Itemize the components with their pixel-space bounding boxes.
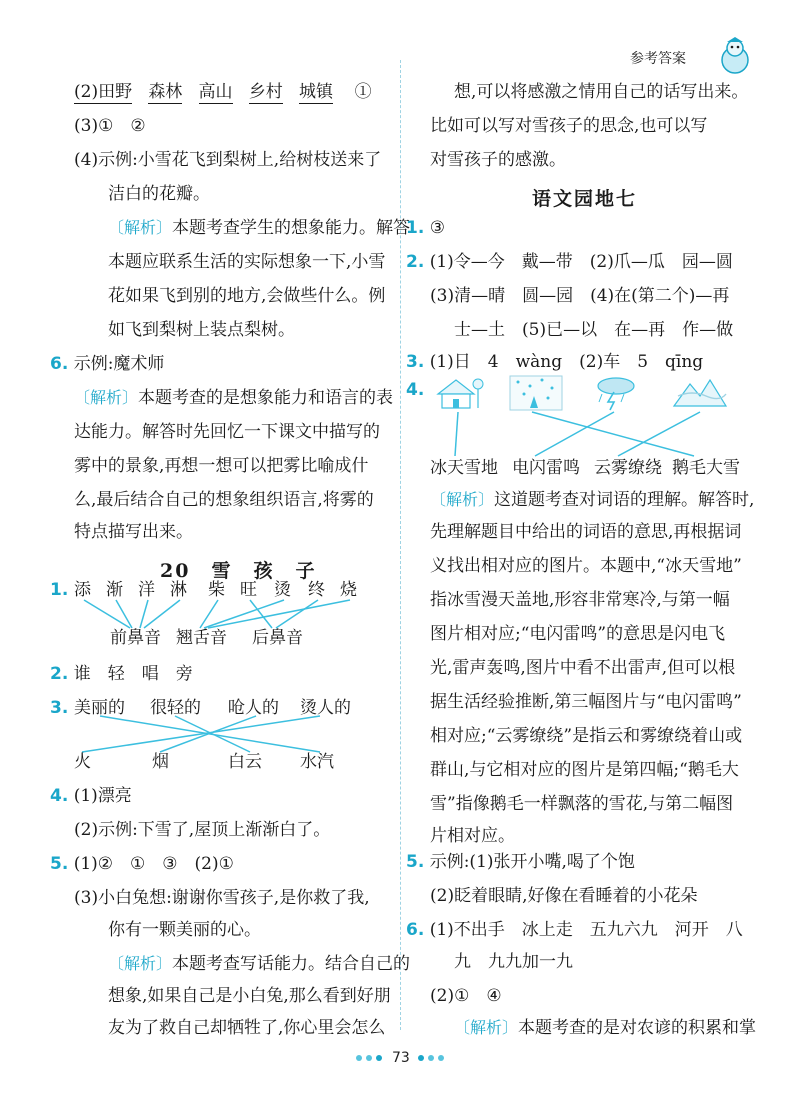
footer-dot bbox=[376, 1055, 382, 1061]
left-line-8: 如飞到梨树上装点梨树。 bbox=[108, 320, 295, 340]
right-q6a: 6. (1)不出手 冰上走 五九六九 河开 八 bbox=[406, 920, 743, 940]
right-line-1: 想,可以将感激之情用自己的话写出来。 bbox=[454, 82, 749, 102]
left-analysis-2: 〔解析〕本题考查的是想象能力和语言的表 bbox=[74, 388, 394, 408]
left-q4b: (2)示例:下雪了,屋顶上渐渐白了。 bbox=[74, 820, 331, 840]
footer-dot bbox=[356, 1055, 362, 1061]
right-q2a: 2. (1)令—今 戴—带 (2)爪—瓜 园—圆 bbox=[406, 252, 733, 272]
q1-char: 柴 bbox=[208, 580, 225, 600]
right-q5a: 5. 示例:(1)张开小嘴,喝了个饱 bbox=[406, 852, 635, 872]
right-line-2: 比如可以写对雪孩子的思念,也可以写 bbox=[430, 116, 708, 136]
right-line-11: 相对应;“云雾缭绕”是指云和雾缭绕着山或 bbox=[430, 726, 743, 746]
header-label: 参考答案 bbox=[630, 51, 686, 67]
right-line-7: 指冰雪漫天盖地,形容非常寒冷,与第一幅 bbox=[430, 590, 730, 610]
right-line-3: 对雪孩子的感激。 bbox=[430, 150, 566, 170]
snow-house-picture bbox=[432, 374, 488, 412]
q1-group: 翘舌音 bbox=[176, 628, 227, 648]
left-q5c: 你有一颗美丽的心。 bbox=[108, 920, 261, 940]
misty-mountain-picture bbox=[672, 374, 728, 412]
right-q6b: 九 九九加一九 bbox=[454, 952, 573, 972]
q1-char: 烧 bbox=[340, 580, 357, 600]
right-q6c: (2)① ④ bbox=[430, 986, 502, 1006]
q3-top-item: 美丽的 bbox=[74, 698, 125, 718]
footer-dot bbox=[366, 1055, 372, 1061]
q3-bottom-item: 水汽 bbox=[300, 752, 334, 772]
q4-word: 冰天雪地 bbox=[430, 458, 498, 478]
footer-dot bbox=[418, 1055, 424, 1061]
left-analysis-3: 〔解析〕本题考查写话能力。结合自己的 bbox=[108, 954, 411, 974]
q3-top-item: 呛人的 bbox=[228, 698, 279, 718]
q3-bottom-item: 白云 bbox=[228, 752, 262, 772]
q4-word: 电闪雷鸣 bbox=[512, 458, 580, 478]
left-q4a: 4. (1)漂亮 bbox=[50, 786, 132, 806]
left-line-7: 花如果飞到别的地方,会做些什么。例 bbox=[108, 286, 386, 306]
q1-group: 后鼻音 bbox=[252, 628, 303, 648]
left-q5b: (3)小白兔想:谢谢你雪孩子,是你救了我, bbox=[74, 888, 370, 908]
left-line-4: 洁白的花瓣。 bbox=[108, 184, 210, 204]
right-line-10: 据生活经验推断,第三幅图片与“电闪雷鸣” bbox=[430, 692, 742, 712]
right-analysis-2: 〔解析〕本题考查的是对农谚的积累和掌 bbox=[454, 1018, 757, 1038]
right-q4-num: 4. bbox=[406, 380, 425, 400]
q3-bottom-item: 烟 bbox=[152, 752, 169, 772]
left-q3-num: 3. bbox=[50, 698, 69, 718]
section-7-title: 语文园地七 bbox=[532, 188, 638, 210]
page-number: 73 bbox=[392, 1050, 410, 1066]
left-line-11: 雾中的景象,再想一想可以把雾比喻成什 bbox=[74, 456, 369, 476]
left-line-13: 特点描写出来。 bbox=[74, 522, 193, 542]
q1-char: 淋 bbox=[170, 580, 187, 600]
left-line-15: 想象,如果自己是小白兔,那么看到好朋 bbox=[108, 986, 391, 1006]
q3-top-item: 烫人的 bbox=[300, 698, 351, 718]
q3-bottom-item: 火 bbox=[74, 752, 91, 772]
q1-char: 旺 bbox=[240, 580, 257, 600]
right-q1: 1. ③ bbox=[406, 218, 445, 238]
left-line-6: 本题应联系生活的实际想象一下,小雪 bbox=[108, 252, 386, 272]
right-line-6: 义找出相对应的图片。本题中,“冰天雪地” bbox=[430, 556, 742, 576]
left-line-2: (3)① ② bbox=[74, 116, 146, 136]
q1-char: 烫 bbox=[274, 580, 291, 600]
right-analysis-1: 〔解析〕这道题考查对词语的理解。解答时, bbox=[430, 490, 755, 510]
q1-char: 添 bbox=[74, 580, 91, 600]
q1-char: 终 bbox=[308, 580, 325, 600]
heavy-snow-picture bbox=[508, 374, 564, 412]
left-q6: 6. 示例:魔术师 bbox=[50, 354, 165, 374]
q4-word: 云雾缭绕 bbox=[594, 458, 662, 478]
right-q2b: (3)清—晴 圆—园 (4)在(第二个)—再 bbox=[430, 286, 730, 306]
right-q5b: (2)眨着眼睛,好像在看睡着的小花朵 bbox=[430, 886, 698, 906]
left-line-16: 友为了救自己却牺牲了,你心里会怎么 bbox=[108, 1018, 386, 1038]
left-line-3: (4)示例:小雪花飞到梨树上,给树枝送来了 bbox=[74, 150, 382, 170]
left-line-10: 达能力。解答时先回忆一下课文中描写的 bbox=[74, 422, 380, 442]
q1-char: 渐 bbox=[106, 580, 123, 600]
left-line-12: 么,最后结合自己的想象组织语言,将雾的 bbox=[74, 490, 374, 510]
left-q2: 2. 谁 轻 唱 旁 bbox=[50, 664, 193, 684]
thunderstorm-picture bbox=[588, 374, 644, 412]
right-line-13: 雪”指像鹅毛一样飘落的雪花,与第二幅图 bbox=[430, 794, 734, 814]
right-line-8: 图片相对应;“电闪雷鸣”的意思是闪电飞 bbox=[430, 624, 726, 644]
left-line-1: (2)田野 森林 高山 乡村 城镇 ① bbox=[74, 82, 372, 102]
left-q5a: 5. (1)② ① ③ (2)① bbox=[50, 854, 234, 874]
q1-group: 前鼻音 bbox=[110, 628, 161, 648]
right-q3: 3. (1)日 4 wàng (2)车 5 qīng bbox=[406, 352, 704, 372]
q4-word: 鹅毛大雪 bbox=[672, 458, 740, 478]
right-line-5: 先理解题目中给出的词语的意思,再根据词 bbox=[430, 522, 742, 542]
right-line-14: 片相对应。 bbox=[430, 826, 515, 846]
q1-char: 洋 bbox=[138, 580, 155, 600]
left-q1-num: 1. bbox=[50, 580, 69, 600]
q3-top-item: 很轻的 bbox=[150, 698, 201, 718]
footer-dot bbox=[428, 1055, 434, 1061]
left-analysis-1: 〔解析〕本题考查学生的想象能力。解答 bbox=[108, 218, 411, 238]
right-q2c: 士—土 (5)已—以 在—再 作—做 bbox=[454, 320, 734, 340]
right-line-9: 光,雷声轰鸣,图片中看不出雷声,但可以根 bbox=[430, 658, 736, 678]
footer-dot bbox=[438, 1055, 444, 1061]
right-line-12: 群山,与它相对应的图片是第四幅;“鹅毛大 bbox=[430, 760, 739, 780]
section-20-title: 20 雪 孩 子 bbox=[160, 560, 317, 582]
